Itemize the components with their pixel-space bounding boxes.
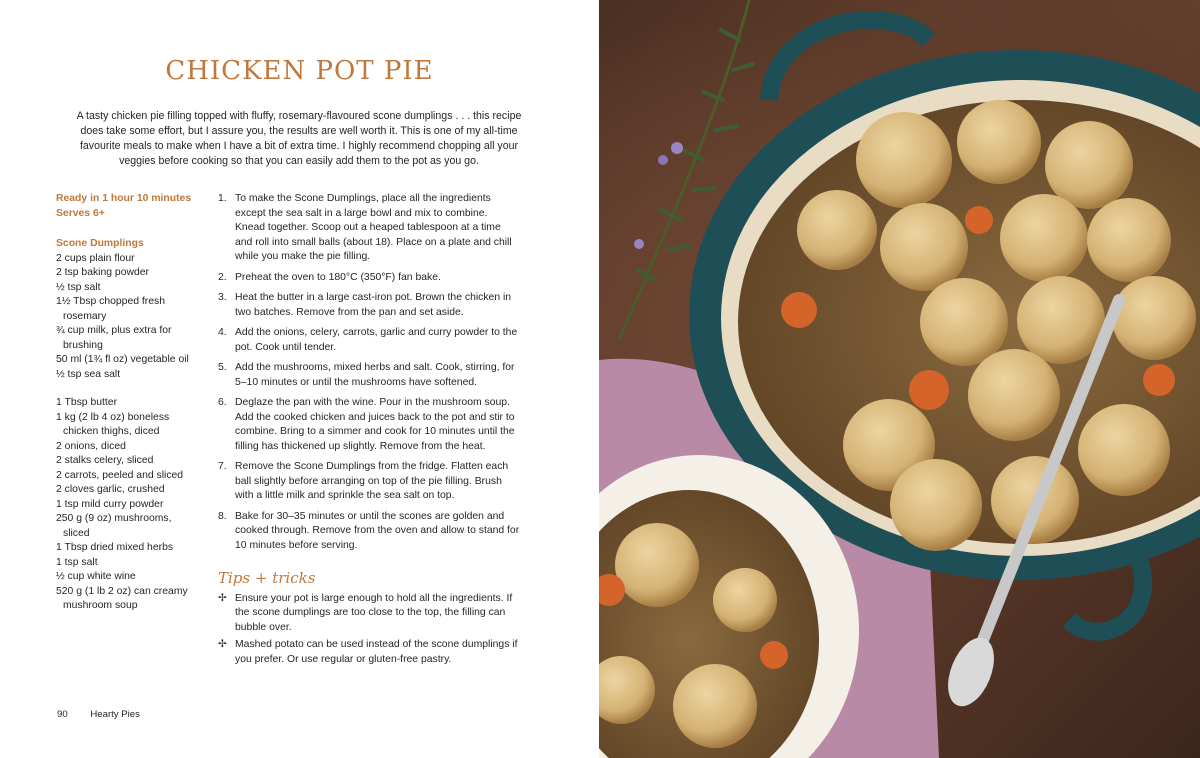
ingredient-item: brushing [63,339,103,351]
ingredient-item: 2 cups plain flour [56,252,135,264]
step-text: Heat the butter in a large cast-iron pot. Brown the chicken in two batches. Remove from the pan and set aside. [235,292,512,318]
ready-time: Ready in 1 hour 10 minutes [56,193,192,204]
ingredient-item: sliced [63,527,90,539]
step-text: Deglaze the pan with the wine. Pour in the mushroom soup. Add the cooked chicken and juices back to the pot and stir to combine. Bring to a simmer and cook for 10 minutes until the filling has thickened up slightly. Remove from the heat. [235,397,515,452]
ingredient-item: chicken thighs, diced [63,426,160,437]
step-text: To make the Scone Dumplings, place all the ingredients except the sea salt in a large bowl and mix to combine. Knead together. Scoop out a heaped tablespoon at a time and roll into small balls (about 18). Place on a plate and chill while you make the pie filling. [235,193,512,262]
step-number: 8. [218,510,227,522]
ingredients-column [56,192,206,614]
ingredient-item: ½ tsp sea salt [56,368,121,380]
tips-heading: Tips + tricks [218,569,316,587]
step-number: 2. [218,271,227,283]
section-name: Hearty Pies [90,709,140,720]
step-number: 5. [218,362,227,373]
method-column [218,192,520,670]
ingredient-item: 1 tsp salt [56,556,98,568]
ingredient-item: ½ cup white wine [56,571,136,582]
tip-text: Ensure your pot is large enough to hold all the ingredients. If the scone dumplings are too close to the top, the filling can bubble over. [235,592,513,633]
step-text: Add the mushrooms, mixed herbs and salt. Cook, stirring, for 5–10 minutes or until the mushrooms have softened. [235,362,515,388]
method-step [218,361,520,390]
dumplings-heading: Scone Dumplings [56,238,144,249]
tip-bullet-icon: ✢ [218,592,227,604]
tip-text: Mashed potato can be used instead of the scone dumplings if you prefer. Or use regular or gluten-free pastry. [235,639,518,665]
page-footer [57,709,140,720]
food-photo [599,0,1200,758]
ingredient-item: 2 cloves garlic, crushed [56,484,165,495]
ingredient-item: mushroom soup [63,600,138,611]
tip-bullet-icon: ✢ [218,639,227,650]
ingredient-item: 2 tsp baking powder [56,267,149,278]
step-text: Add the onions, celery, carrots, garlic and curry powder to the pot. Cook until tender. [235,327,518,353]
recipe-title: CHICKEN POT PIE [165,56,434,86]
ingredient-item: ½ tsp salt [56,281,101,293]
recipe-intro: A tasty chicken pie filling topped with fluffy, rosemary-flavoured scone dumplings . . . this recipe does take some effort, but I assure you, the results are well worth it. This is one of my all-time favourite meals to make when I have a bit of extra time. I highly recommend chopping all your veggies before cooking so that you can easily add them to the pot as you go. [76,110,522,167]
step-text: Bake for 30–35 minutes or until the scones are golden and cooked through. Remove from the oven and allow to stand for 10 minutes before serving. [235,510,520,551]
tip-item [218,638,520,667]
recipe-page [0,0,599,758]
ingredient-item: 1½ Tbsp chopped fresh [56,296,165,307]
method-step [218,510,520,554]
method-step [218,326,520,355]
ingredient-item: 1 kg (2 lb 4 oz) boneless [56,411,170,423]
method-step [218,460,520,504]
ingredient-item: 2 stalks celery, sliced [56,455,154,466]
step-number: 4. [218,327,227,338]
method-step [218,396,520,454]
ingredient-item: ¾ cup milk, plus extra for [56,325,172,336]
ingredient-item: 1 tsp mild curry powder [56,498,164,510]
ingredient-item: 1 Tbsp butter [56,397,118,408]
tip-item [218,592,520,636]
method-step [218,291,520,320]
page-number: 90 [57,709,68,720]
step-number: 1. [218,193,227,204]
servings: Serves 6+ [56,207,105,219]
dumpling-ingredient-list [56,252,206,383]
ingredient-item: 1 Tbsp dried mixed herbs [56,542,174,553]
step-number: 3. [218,292,227,303]
method-step [218,192,520,265]
step-text: Preheat the oven to 180°C (350°F) fan bake. [235,271,441,283]
step-text: Remove the Scone Dumplings from the fridge. Flatten each ball slightly before arranging on top of the pie filling. Brush with a little milk and sprinkle the sea salt on top. [235,461,509,501]
method-step [218,271,520,286]
step-number: 6. [218,397,227,408]
ingredient-item: 520 g (1 lb 2 oz) can creamy [56,585,188,597]
pot-pie-illustration [599,0,1200,758]
ingredient-item: rosemary [63,310,107,322]
list-spacer [56,382,206,396]
filling-ingredient-list [56,396,206,614]
ingredient-item: 50 ml (1¾ fl oz) vegetable oil [56,354,189,365]
ingredient-item: 250 g (9 oz) mushrooms, [56,513,172,524]
ingredient-item: 2 carrots, peeled and sliced [56,469,184,481]
step-number: 7. [218,461,227,472]
ingredient-item: 2 onions, diced [56,440,126,452]
